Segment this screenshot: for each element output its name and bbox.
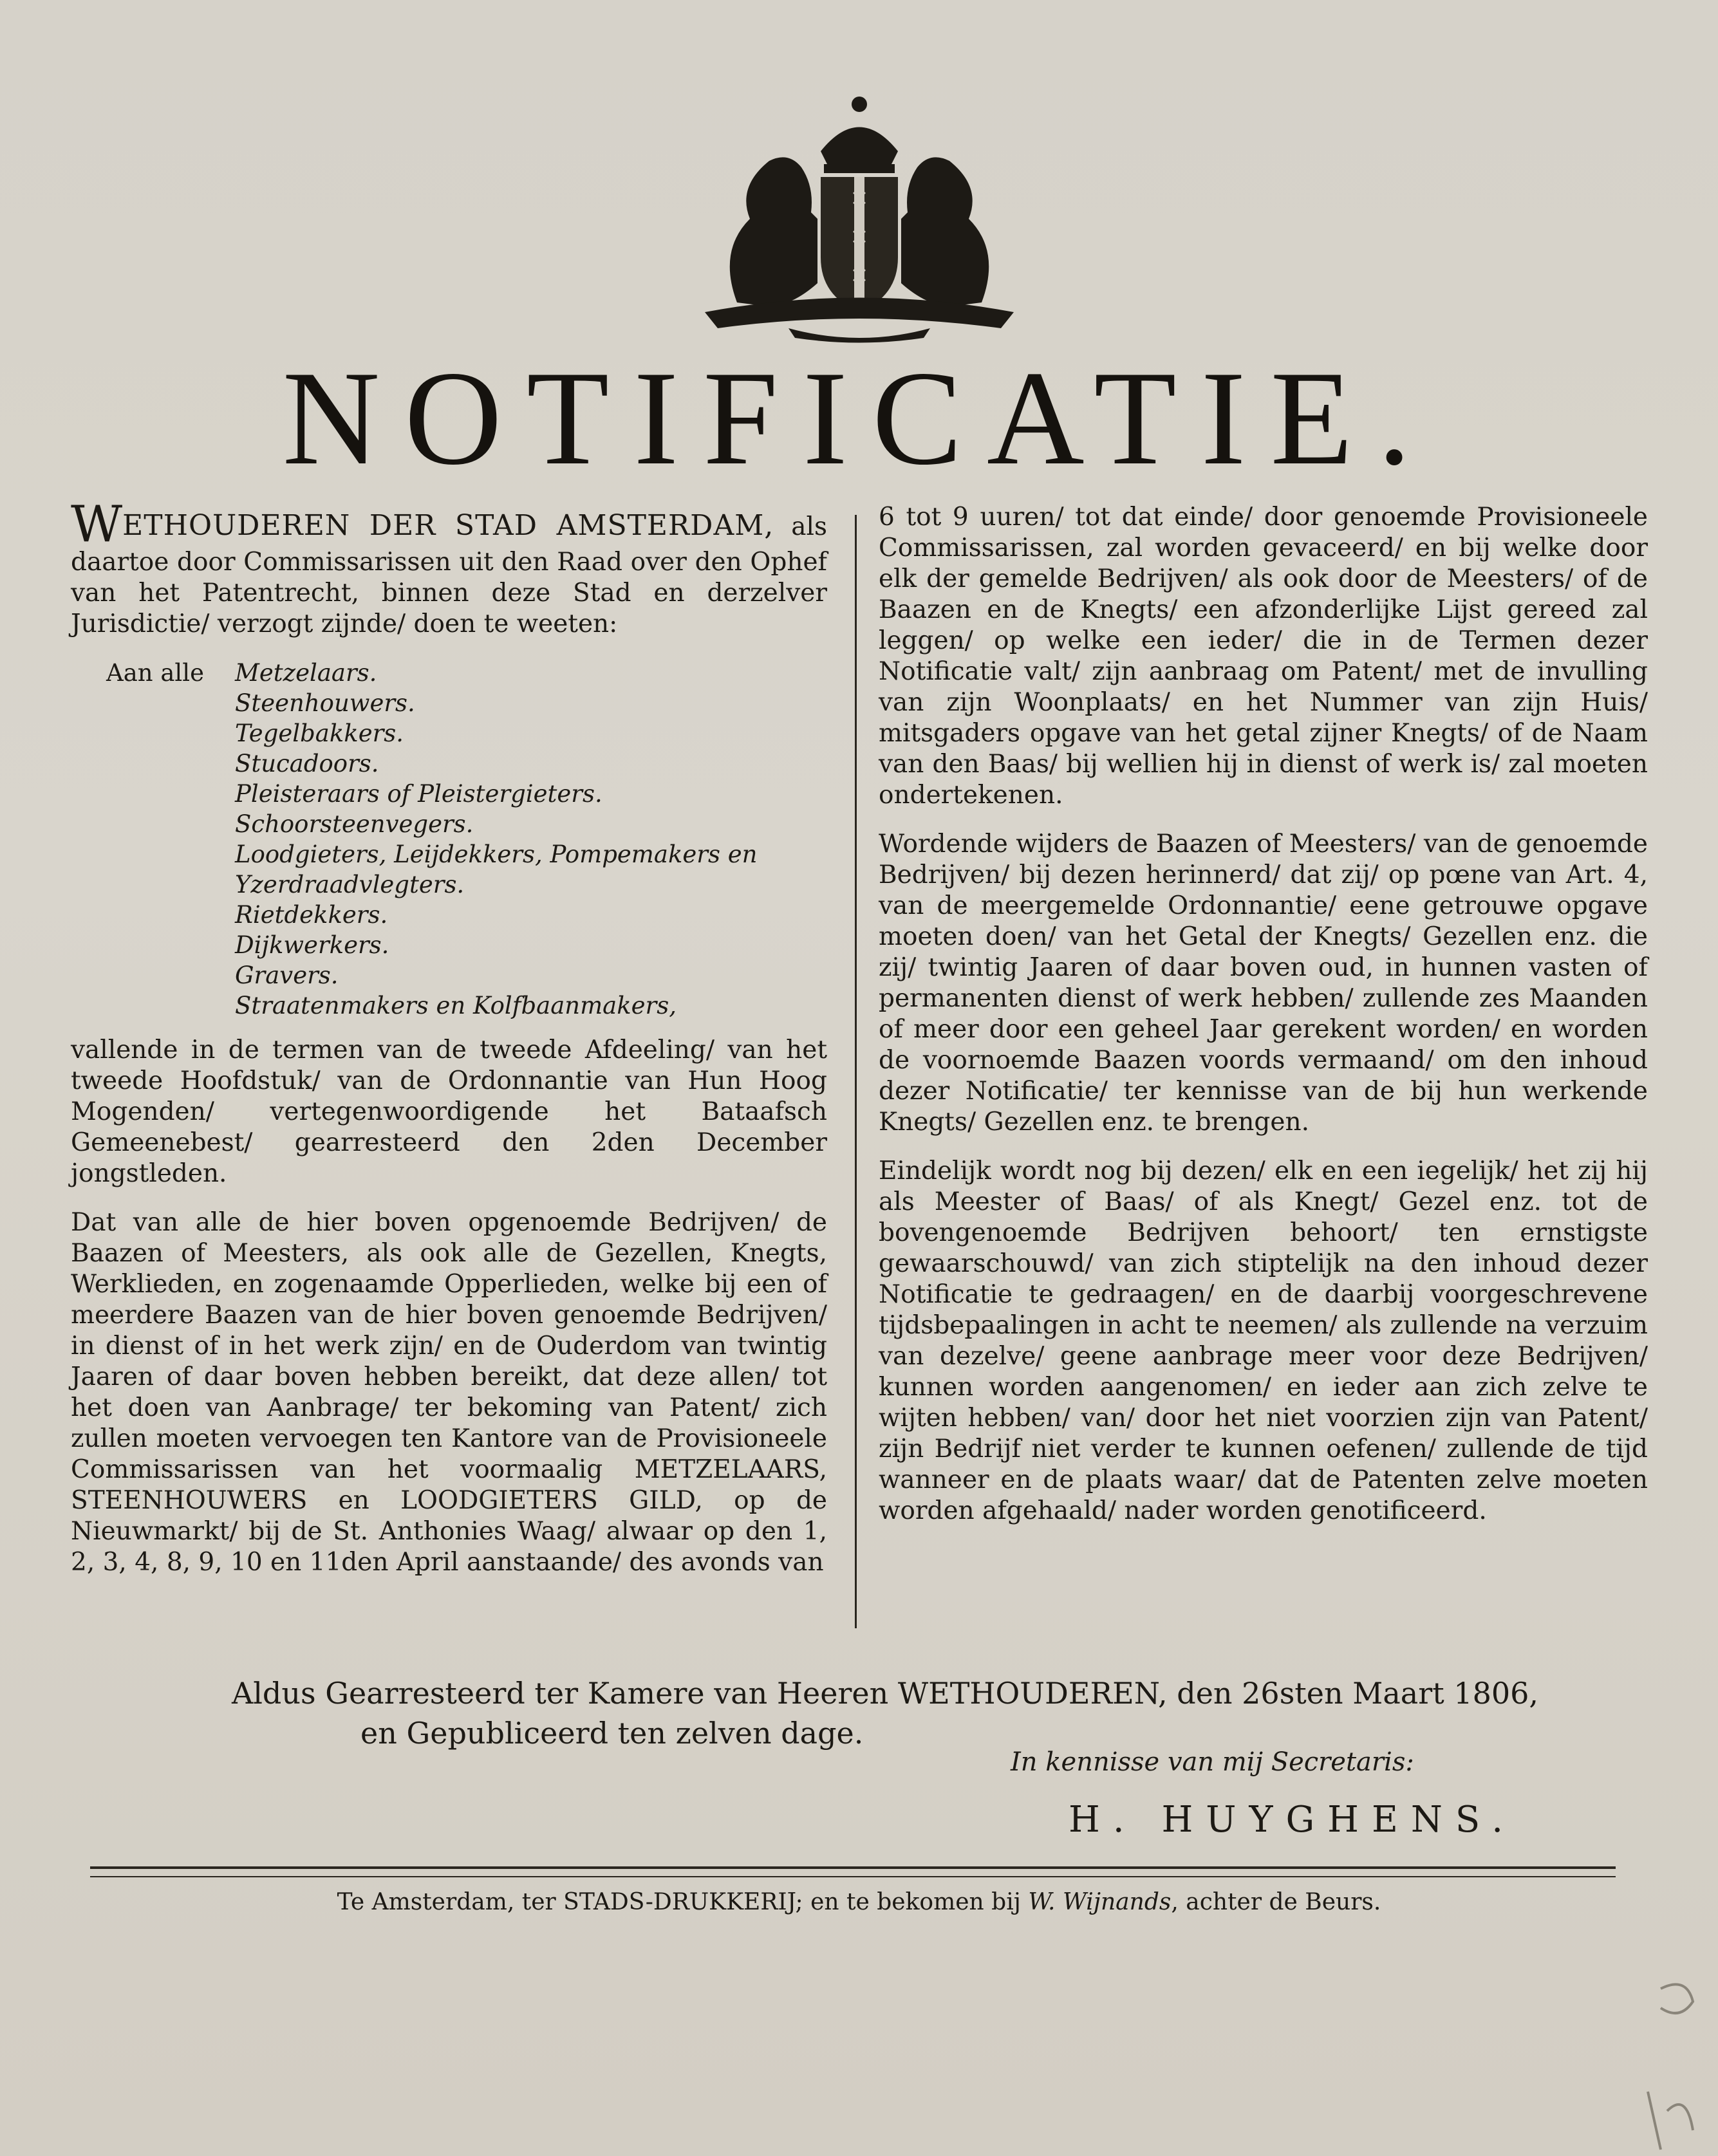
trade-label: Metzelaars. (235, 659, 377, 687)
opening-text: als daartoe door Commissarissen uit den Raad over den Ophef van het Patentrecht, binnen deze Stad en derzelver Jurisdictie/ verzogt zijnde/ doen te weeten: (71, 512, 827, 638)
footer-rule-thin (90, 1876, 1616, 1877)
footer-rule (90, 1866, 1616, 1869)
svg-text:✕: ✕ (850, 186, 869, 212)
right-paragraph-1: 6 tot 9 uuren/ tot dat einde/ door genoemde Provisioneele Commissarissen, zal worden gevaceerd/ en bij welke door elk der gemelde Bedrijven/ als ook door de Meesters/ of de Baazen en de Knegts/ een afzonderlijke Lijst gereed zal leggen/ op welke een ieder/ die in de Termen dezer Notificatie valt/ zijn aanbraag om Patent/ met de invulling van zijn Woonplaats/ en het Nummer van zijn Huis/ mitsgaders opgave van het getal zijner Knegts/ of de Naam van den Baas/ bij wellien hij in dienst of werk is/ zal moeten ondertekenen. (879, 503, 1648, 810)
left-paragraph-1: vallende in de termen van de tweede Afdeeling/ van het tweede Hoofdstuk/ van de Ordonnantie van Hun Hoog Mogenden/ vertegenwoordigende het Bataafsch Gemeenebest/ gearresteerd den 2den December jongstleden. (71, 1036, 827, 1188)
secretary-signature: H. HUYGHENS. (1069, 1799, 1517, 1841)
right-column (879, 502, 1648, 1545)
column-divider (855, 515, 857, 1628)
opening-paragraph (71, 496, 827, 640)
trades-list (106, 658, 827, 1021)
trade-item: Gravers. (235, 962, 339, 989)
left-paragraph-2: Dat van alle de hier boven opgenoemde Bedrijven/ de Baazen of Meesters, als ook alle de Gezellen, Knegts, Werklieden, en zogenaamde Opperlieden, welke bij een of meerdere Baazen van de hier boven genoemde Bedrijven/ in dienst of in het werk zijn/ en de Ouderdom van twintig Jaaren of daar boven hebben bereikt, dat deze allen/ tot het doen van Aanbrage/ ter bekoming van Patent/ zich zullen moeten vervoegen ten Kantore van de Provisioneele Commissarissen van het voormaalig METZELAARS, STEENHOUWERS en LOODGIETERS GILD, op de Nieuwmarkt/ bij de St. Anthonies Waag/ alwaar op den 1, 2, 3, 4, 8, 9, 10 en 11den April aanstaande/ des avonds van (71, 1208, 827, 1577)
lead-initial: W (71, 496, 123, 553)
trade-item: Straatenmakers en Kolfbaanmakers, (235, 992, 677, 1019)
enactment-block (232, 1673, 1648, 1753)
trade-item: Steenhouwers. (235, 689, 415, 717)
right-paragraph-2: Wordende wijders de Baazen of Meesters/ van de genoemde Bedrijven/ bij dezen herinnerd/ dat zij/ op pœne van Art. 4, van de meergemelde Ordonnantie/ eene getrouwe opgave moeten doen/ van het Getal der Knegts/ Gezellen enz. die zij/ twintig Jaaren of daar boven oud, in hunnen vasten of permanenten dienst of werk hebben/ zullende zes Maanden of meer door een geheel Jaar gerekent worden/ en worden de voornoemde Baazen voords vermaand/ om den inhoud dezer Notificatie/ ter kennisse van de bij hun werkende Knegts/ Gezellen enz. te brengen. (879, 830, 1648, 1137)
imprint-text: Te Amsterdam, ter STADS-DRUKKERIJ; en te bekomen bij (337, 1889, 1021, 1915)
svg-text:✕: ✕ (850, 225, 869, 250)
handwritten-mark-icon (1622, 1963, 1718, 2156)
trade-item: Rietdekkers. (235, 901, 388, 929)
trades-intro: Aan alle (106, 659, 204, 687)
enactment-line-1: Aldus Gearresteerd ter Kamere van Heeren WETHOUDEREN, den 26sten Maart 1806, (232, 1676, 1538, 1711)
imprint-printer: W. Wijnands (1028, 1889, 1172, 1915)
left-column (71, 496, 827, 1596)
svg-text:✕: ✕ (850, 263, 869, 289)
trade-item: Loodgieters, Leijdekkers, Pompemakers en Yzerdraadvlegters. (235, 841, 758, 898)
amsterdam-coat-of-arms-icon (692, 90, 1027, 348)
secretary-note: In kennisse van mij Secretaris: (1011, 1747, 1414, 1777)
trade-item: Stucadoors. (235, 750, 379, 777)
right-paragraph-3: Eindelijk wordt nog bij dezen/ elk en een iegelijk/ het zij hij als Meester of Baas/ of als Knegt/ Gezel enz. tot de bovengenoemde Bedrijven behoort/ ten ernstigste gewaarschouwd/ van zich stiptelijk na den inhoud dezer Notificatie te gedraagen/ en de daarbij voorgeschrevene tijdsbepaalingen in acht te neemen/ als zullende na verzuim van dezelve/ geene aanbrage meer voor deze Bedrijven/ kunnen worden aangenomen/ en ieder aan zich zelve te wijten hebben/ van/ door het niet voorzien zijn van Patent/ zijn Bedrijf niet verder te kunnen oefenen/ zullende de tijd wanneer en de plaats waar/ dat de Patenten zelve moeten worden afgehaald/ nader worden genotificeerd. (879, 1157, 1648, 1525)
page-title: NOTIFICATIE. (282, 344, 1436, 493)
enactment-line-2: en Gepubliceerd ten zelven dage. (360, 1716, 864, 1751)
trade-item: Pleisteraars of Pleistergieters. (235, 780, 602, 808)
trade-item: Dijkwerkers. (235, 931, 389, 959)
printer-imprint (0, 1889, 1718, 1915)
trade-item: Tegelbakkers. (235, 720, 404, 747)
authority-heading: ETHOUDEREN DER STAD AMSTERDAM, (122, 509, 774, 542)
trade-item: Schoorsteenvegers. (235, 810, 474, 838)
imprint-location: , achter de Beurs. (1171, 1889, 1381, 1915)
trade-item (106, 658, 827, 688)
